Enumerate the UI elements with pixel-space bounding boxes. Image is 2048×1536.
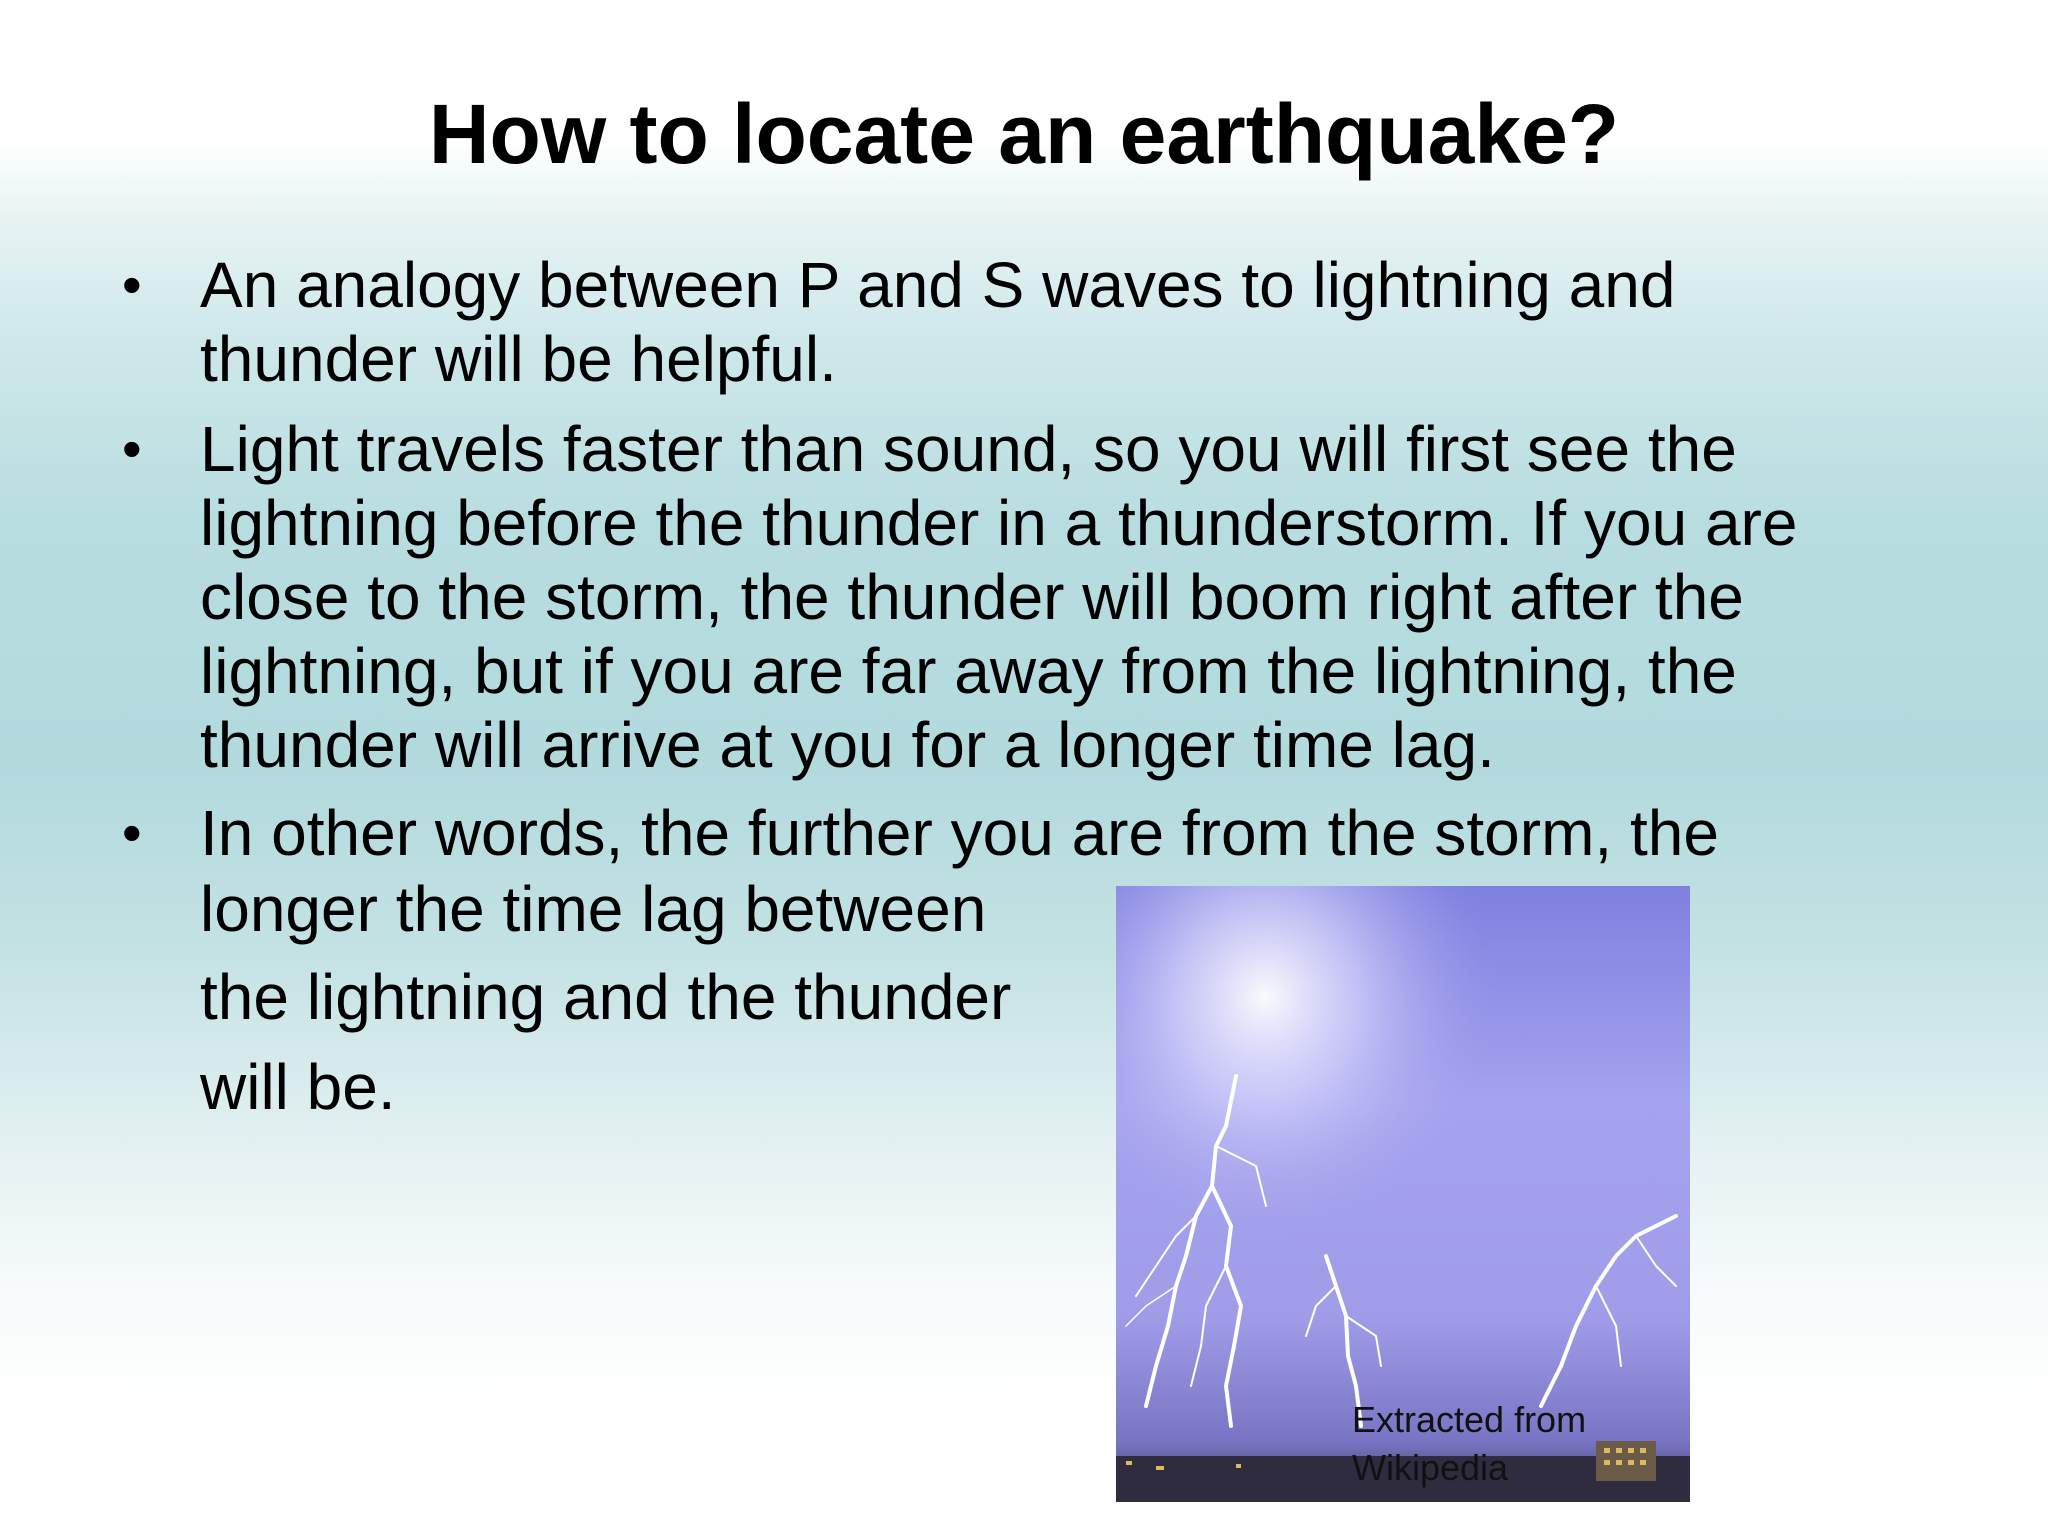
bullet-text: Light travels faster than sound, so you will first see the lightning before the thunder in a thunderstorm. If you are close to the storm, the thunder will boom right after the lightning, but if you are far away from the lightning, the thunder will arrive at you for a longer time lag.	[200, 413, 1798, 781]
bullet-continuation-line: will be.	[200, 1051, 396, 1123]
bullet-text: An analogy between P and S waves to lightning and thunder will be helpful.	[200, 249, 1676, 395]
photo-caption-line: Extracted from	[1352, 1399, 1587, 1440]
bullet-continuation-line: longer the time lag between	[200, 873, 987, 945]
slide-title: How to locate an earthquake?	[428, 87, 1620, 181]
bullet-text: In other words, the further you are from the storm, the	[200, 797, 1719, 869]
bullet-marker: •	[122, 801, 142, 864]
bullet-marker: •	[122, 417, 142, 480]
bullet-continuation-line: the lightning and the thunder	[200, 961, 1012, 1033]
bullet-marker: •	[122, 253, 142, 316]
lightning-photo	[1116, 886, 1690, 1502]
photo-caption	[1352, 1396, 1652, 1492]
photo-caption-line: Wikipedia	[1352, 1447, 1509, 1488]
